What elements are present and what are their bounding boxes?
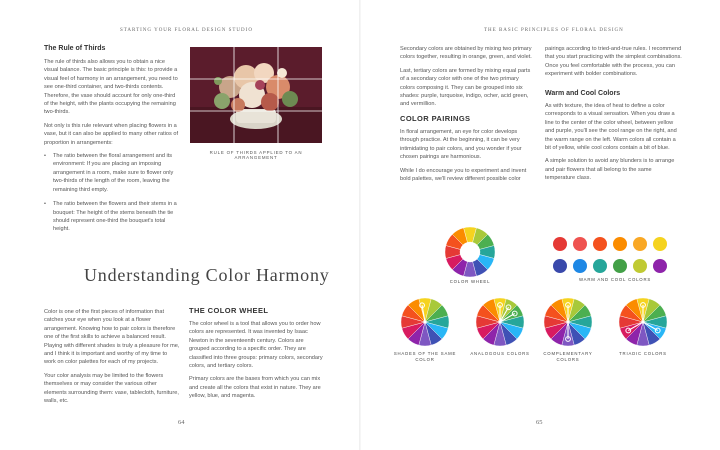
color-swatch [653,259,667,273]
color-swatch [653,237,667,251]
wheel-hub [641,320,644,323]
wheel-hub [498,320,501,323]
paragraph: In floral arrangement, an eye for color develops through practice. At the beginning, it can be very intimidating to pair colors, and you wonder if your chosen pairings are harmonious. [400,129,522,161]
paragraph: Primary colors are the bases from which you can mix and create all the colors that exist in nature. They are yellow, blue, and magenta. [189,376,321,400]
wheel-hub [423,320,426,323]
running-head-right: THE BASIC PRINCIPLES OF FLORAL DESIGN [484,28,624,33]
wheel-hub [566,320,569,323]
harmony-wheel-shades [400,297,450,347]
paragraph: Not only is this rule relevant when placing flowers in a vase, but it can also be applied to many other ratios of proportion in arrangements: [44,122,179,146]
color-wheel-graphic [444,226,496,278]
shades-label: SHADES OF THE SAME COLOR [393,351,457,362]
analogous-label: ANALOGOUS COLORS [470,351,530,356]
list-item: • The ratio between the floral arrangement and its environment: If you are placing an imposing arrangement in a room, make sure to flower only two-thirds of the length of the room, leaving the remaining third empty. [44,152,180,194]
paragraph: pairings according to tried-and-true rules. I recommend that you start practicing with the simplest combinations. Once you feel comfortable with the process, you can experiment with bolder combinations. [545,46,682,78]
harmony-wheel-analogous [475,297,525,347]
warm-cool-heading: Warm and Cool Colors [545,90,621,97]
harmony-wheel-complementary [543,297,593,347]
color-wheel-text [189,320,325,406]
color-swatch [573,259,587,273]
right-page [360,0,720,450]
shades-wheel-graphic [400,297,450,347]
warm-cool-dots [552,236,672,274]
paragraph: Last, tertiary colors are formed by mixing equal parts of a secondary color with one of the two primary colors composing it. They can be grouped into six shades: purple, turquoise, indigo, ocher, acid green, and vermillion. [400,67,531,108]
color-swatch [553,259,567,273]
paragraph: The color wheel is a tool that allows you to order how colors are represented. It was invented by Isaac Newton in the seventeenth century. Colors are grouped according to a specific order. They are classified into three groups: primary colors, secondary colors, and tertiary colors. [189,321,323,370]
paragraph: While I do encourage you to experiment and invent bold palettes, we'll review different possible color [400,167,527,183]
complementary-label: COMPLEMENTARY COLORS [543,351,593,362]
paragraph: Color is one of the first pieces of information that catches your eye when you look at a flower arrangement. Knowing how to pair colors is therefore one of the first skills to achieve a balanced result. Playing with different shades is truly a pleasure for me, and I think it is important and worthy of my time to work on color palettes for each of my projects. [44,309,180,366]
paragraph: Your color analysis may be limited to the flowers themselves or may consider the various other elements surrounding them: vase, tablecloth, furniture, walls, etc. [44,372,179,405]
list-item: • The ratio between the flowers and their stems in a bouquet: The height of the stems beneath the tie should represent one-third the bouquet's total height. [44,200,180,234]
color-swatch [633,259,647,273]
rule-of-thirds-heading: The Rule of Thirds [44,45,106,52]
color-swatch [573,237,587,251]
color-swatch [633,237,647,251]
analogous-wheel-graphic [475,297,525,347]
arrangement-photo [190,47,322,143]
warm-cool-swatches [552,236,672,274]
color-wheel-figure [444,226,496,278]
triadic-label: TRIADIC COLORS [619,351,667,356]
color-wheel-label: COLOR WHEEL [449,279,491,284]
rule-of-thirds-text [44,58,180,240]
color-pairings-text [400,128,535,188]
intro-text [44,308,180,410]
color-swatch [613,237,627,251]
color-swatch [593,259,607,273]
harmony-wheel-triadic [618,297,668,347]
color-wheel-heading: THE COLOR WHEEL [189,306,269,315]
color-swatch [553,237,567,251]
paragraph: As with texture, the idea of heat to define a color corresponds to a visual sensation. When you draw a line to the center of the color wheel, between yellow and purple, you'll see the cool range on the right, and the warm range on the left. Warm colors all contain a bit of yellow, while cool colors contain a bit of blue. [545,103,677,152]
warm-cool-text [545,102,682,188]
pairings-continued-text [545,45,682,84]
warm-cool-label: WARM AND COOL COLORS [578,277,652,282]
color-swatch [613,259,627,273]
page-number-right: 65 [536,419,543,426]
color-pairings-heading: COLOR PAIRINGS [400,114,471,123]
running-head-left: STARTING YOUR FLORAL DESIGN STUDIO [120,28,253,33]
photo-caption: RULE OF THIRDS APPLIED TO AN ARRANGEMENT [209,150,303,160]
paragraph: A simple solution to avoid any blunders is to arrange and pair flowers that all belong to the same temperature class. [545,158,675,182]
paragraph: The rule of thirds also allows you to obtain a nice visual balance. The basic principle is this: to provide a visual feel of harmony in an arrangement, you need to see one-third container, and two-thirds contents. Therefore, the vase should account for only one-third of the height, with the plants occupying the remaining two-thirds. [44,59,178,116]
secondary-tertiary-text [400,45,535,114]
complementary-wheel-graphic [543,297,593,347]
page-number-left: 64 [178,419,185,426]
paragraph: Secondary colors are obtained by mixing two primary colors together, resulting in orange, green, and violet. [400,46,532,61]
triadic-wheel-graphic [618,297,668,347]
rule-bullet-list [44,152,180,234]
color-swatch [593,237,607,251]
chapter-title: Understanding Color Harmony [84,265,330,285]
